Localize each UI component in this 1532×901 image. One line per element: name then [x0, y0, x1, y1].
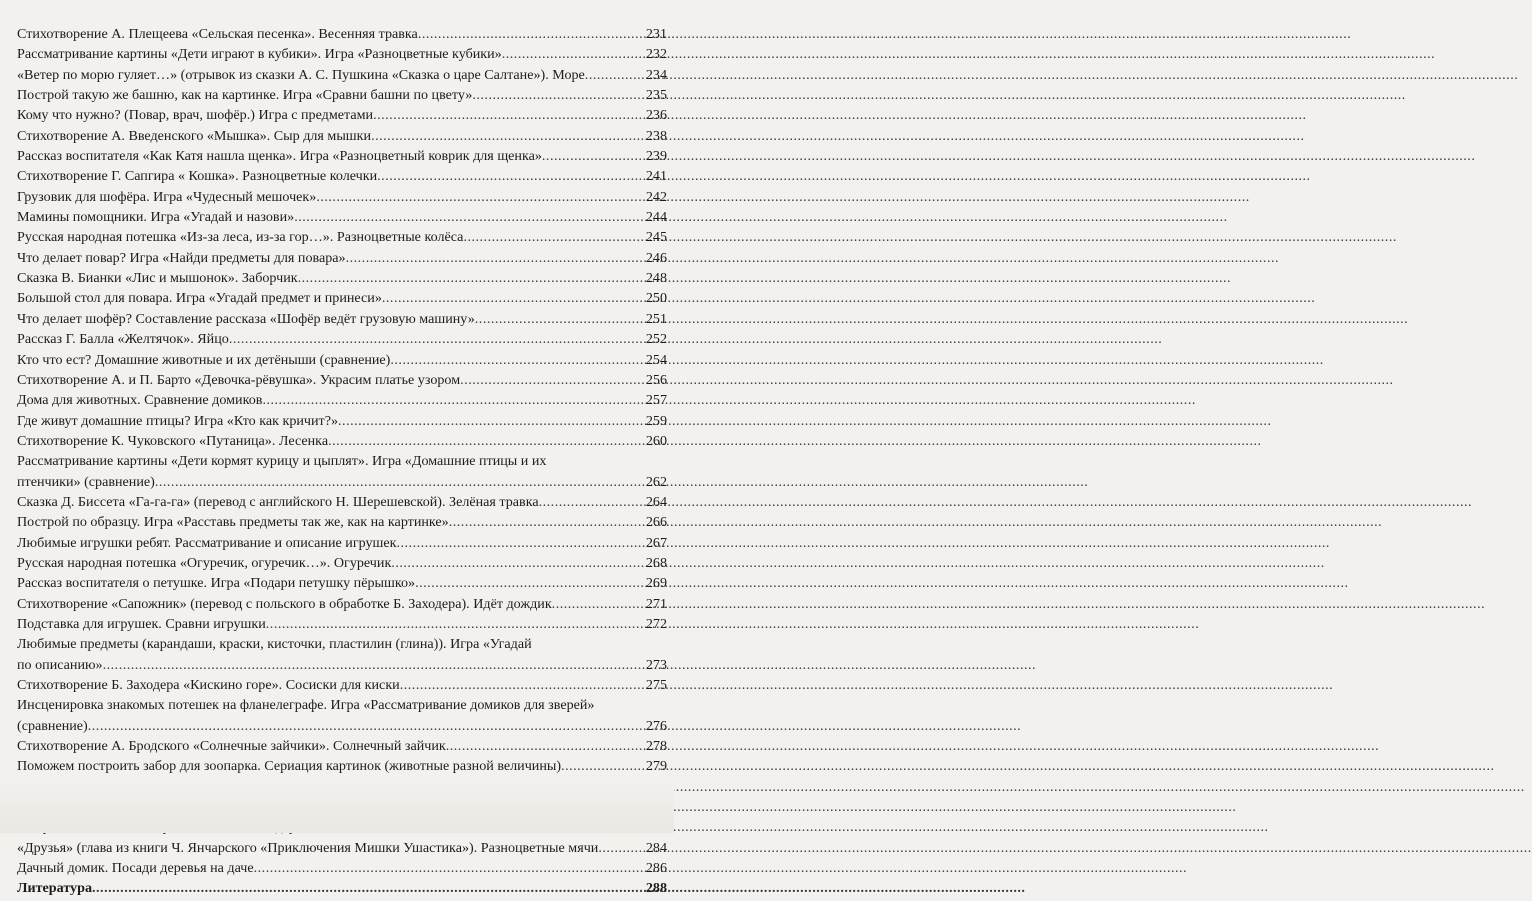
- toc-entry-title: Рассматривание картины «Дети кормят курицу и цыплят». Игра «Домашние птицы и их: [17, 453, 547, 470]
- toc-entry: [17, 636, 667, 656]
- toc-entry-page-number: 278: [645, 738, 667, 755]
- toc-entry: [17, 738, 667, 758]
- dot-leader: [475, 311, 645, 328]
- dot-leader: [92, 880, 645, 897]
- toc-entry-page-number: 246: [645, 249, 667, 266]
- toc-entry-page-number: 268: [645, 554, 667, 571]
- toc-entry-page-number: 273: [645, 656, 667, 673]
- toc-entry-title: птенчики» (сравнение): [17, 473, 155, 490]
- toc-entry-page-number: 279: [645, 758, 667, 775]
- dot-leader: [585, 67, 645, 84]
- toc-entry-title: Кто что ест? Домашние животные и их детёныши (сравнение): [17, 351, 391, 368]
- toc-entry-title: Сказка В. Бианки «Лис и мышонок». Заборчик: [17, 270, 298, 287]
- page: [0, 0, 674, 897]
- toc-entry: [17, 616, 667, 636]
- toc-entry: [17, 596, 667, 616]
- toc-entry: [17, 26, 667, 46]
- toc-entry-title: Рассказ воспитателя о петушке. Игра «Подари петушку пёрышко»: [17, 575, 416, 592]
- toc-entry-title: Дома для животных. Сравнение домиков: [17, 392, 263, 409]
- toc-entry-page-number: 257: [645, 392, 667, 409]
- toc-entry-title: Рассматривание картины «Дети играют в кубики». Игра «Разноцветные кубики»: [17, 46, 502, 63]
- toc-entry-page-number: 238: [645, 127, 667, 144]
- toc-entry: [17, 474, 667, 494]
- page-bottom-margin: [0, 780, 674, 833]
- toc-entry-title: Стихотворение К. Чуковского «Путаница». Лесенка: [17, 432, 329, 449]
- toc-entry-title: Поможем построить забор для зоопарка. Сериация картинок (животные разной величины): [17, 758, 562, 775]
- toc-entry-page-number: 235: [645, 87, 667, 104]
- toc-entry: [17, 311, 667, 331]
- dot-leader: [472, 87, 645, 104]
- dot-leader: [390, 352, 644, 369]
- dot-leader: [229, 331, 645, 348]
- toc-entry-page-number: 236: [645, 107, 667, 124]
- toc-entry: [17, 697, 667, 717]
- dot-leader: [262, 392, 644, 409]
- dot-leader: [254, 860, 645, 877]
- toc-entry-title: Подставка для игрушек. Сравни игрушки: [17, 615, 266, 632]
- toc-entry-title: Литература: [17, 880, 92, 897]
- toc-entry-page-number: 269: [645, 575, 667, 592]
- toc-entry: [17, 168, 667, 188]
- toc-entry: [17, 107, 667, 127]
- toc-entry: [17, 229, 667, 249]
- toc-entry-title: Мамины помощники. Игра «Угадай и назови»: [17, 209, 295, 226]
- toc-entry-title: Стихотворение Б. Заходера «Кискино горе». Сосиски для киски: [17, 677, 400, 693]
- dot-leader: [377, 168, 645, 185]
- toc-entry: [17, 209, 667, 229]
- toc-entry: [17, 657, 667, 677]
- dot-leader: [316, 189, 645, 206]
- toc-entry-title: Стихотворение А. Плещеева «Сельская песенка». Весенняя травка: [17, 26, 418, 42]
- toc-entry-title: Любимые игрушки ребят. Рассматривание и описание игрушек: [17, 534, 397, 551]
- toc-entry-title: «Ветер по морю гуляет…» (отрывок из сказки А. С. Пушкина «Сказка о царе Салтане»). Море: [17, 66, 585, 83]
- toc-entry-title: Стихотворение Г. Сапгира « Кошка». Разноцветные колечки: [17, 168, 378, 185]
- toc-entry-title: Что делает повар? Игра «Найди предметы для повара»: [17, 249, 346, 266]
- toc-entry: [17, 433, 667, 453]
- dot-leader: [346, 250, 645, 267]
- toc-entry-page-number: 259: [645, 412, 667, 429]
- dot-leader: [391, 555, 645, 572]
- toc-entry: [17, 290, 667, 310]
- toc-entry: [17, 575, 667, 595]
- toc-entry: [17, 372, 667, 392]
- toc-entry-title: Рассказ Г. Балла «Желтячок». Яйцо: [17, 331, 229, 348]
- dot-leader: [88, 718, 645, 735]
- toc-entry-page-number: 267: [645, 534, 667, 551]
- toc-entry-title: Рассказ воспитателя «Как Катя нашла щенка». Игра «Разноцветный коврик для щенка»: [17, 148, 542, 165]
- toc-entry: [17, 453, 667, 473]
- toc-entry-page-number: 264: [645, 493, 667, 510]
- toc-entry-page-number: 288: [645, 880, 667, 897]
- toc-entry: [17, 392, 667, 412]
- toc-entry: [17, 352, 667, 372]
- toc-entry-page-number: 248: [645, 270, 667, 287]
- toc-entry-page-number: 260: [645, 432, 667, 449]
- toc-entry-title: Грузовик для шофёра. Игра «Чудесный мешочек»: [17, 188, 317, 205]
- toc-entry: [17, 880, 667, 900]
- toc-entry-title: Большой стол для повара. Игра «Угадай предмет и принеси»: [17, 290, 382, 307]
- toc-entry: [17, 555, 667, 575]
- toc-entry-page-number: 254: [645, 351, 667, 368]
- toc-entry-title: Русская народная потешка «Из-за леса, из-за гор…». Разноцветные колёса: [17, 229, 464, 246]
- toc-entry-title: Любимые предметы (карандаши, краски, кисточки, пластилин (глина)). Игра «Угадай: [17, 636, 532, 653]
- toc-entry-page-number: 276: [645, 717, 667, 734]
- toc-entry-title: по описанию»: [17, 656, 103, 673]
- toc-entry-title: Кому что нужно? (Повар, врач, шофёр.) Игра с предметами: [17, 107, 374, 124]
- dot-leader: [400, 677, 645, 694]
- toc-entry-title: Русская народная потешка «Огуречик, огуречик…». Огуречик: [17, 554, 392, 571]
- toc-entry: [17, 128, 667, 148]
- toc-entry-title: Построй по образцу. Игра «Расставь предметы так же, как на картинке»: [17, 514, 449, 531]
- toc-entry-page-number: 244: [645, 209, 667, 226]
- dot-leader: [542, 148, 645, 165]
- dot-leader: [463, 229, 644, 246]
- toc-entry: [17, 189, 667, 209]
- toc-entry: [17, 67, 667, 87]
- toc-entry-title: Дачный домик. Посади деревья на даче: [17, 860, 254, 877]
- toc-entry-title: Стихотворение «Сапожник» (перевод с польского в обработке Б. Заходера). Идёт дождик: [17, 595, 552, 612]
- toc-entry-page-number: 251: [645, 310, 667, 327]
- dot-leader: [561, 758, 645, 775]
- toc-entry: [17, 860, 667, 880]
- toc-entry-page-number: 262: [645, 473, 667, 490]
- toc-entry: [17, 331, 667, 351]
- toc-entry: [17, 87, 667, 107]
- dot-leader: [328, 433, 645, 450]
- toc-entry-page-number: 286: [645, 860, 667, 877]
- dot-leader: [382, 290, 645, 307]
- toc-entry: [17, 250, 667, 270]
- toc-entry: [17, 514, 667, 534]
- dot-leader: [371, 128, 645, 145]
- toc-entry-title: Где живут домашние птицы? Игра «Кто как кричит?»: [17, 412, 339, 429]
- toc-entry-title: «Друзья» (глава из книги Ч. Янчарского «Приключения Мишки Ушастика»). Разноцветные мячи: [17, 839, 599, 856]
- toc-entry-page-number: 232: [645, 46, 667, 63]
- dot-leader: [460, 372, 645, 389]
- toc-entry: [17, 535, 667, 555]
- dot-leader: [155, 474, 645, 491]
- toc-entry-page-number: 252: [645, 331, 667, 348]
- dot-leader: [338, 413, 645, 430]
- toc-entry-title: Стихотворение А. Введенского «Мышка». Сыр для мышки: [17, 127, 372, 144]
- dot-leader: [502, 46, 645, 63]
- dot-leader: [418, 26, 645, 43]
- toc-entry: [17, 758, 667, 778]
- toc-entry-page-number: 275: [645, 677, 667, 693]
- dot-leader: [294, 209, 645, 226]
- toc-entry-page-number: 234: [645, 66, 667, 83]
- toc-entry-page-number: 256: [645, 371, 667, 388]
- toc-entry-page-number: 272: [645, 615, 667, 632]
- dot-leader: [446, 738, 645, 755]
- dot-leader: [103, 657, 645, 674]
- toc-entry-title: Стихотворение А. Бродского «Солнечные зайчики». Солнечный зайчик: [17, 738, 446, 755]
- dot-leader: [598, 840, 645, 857]
- toc-entry-page-number: 250: [645, 290, 667, 307]
- toc-entry-page-number: 239: [645, 148, 667, 165]
- dot-leader: [298, 270, 645, 287]
- toc-entry-page-number: 271: [645, 595, 667, 612]
- table-of-contents: [17, 26, 667, 901]
- toc-entry: [17, 270, 667, 290]
- toc-entry: [17, 840, 667, 860]
- toc-entry: [17, 148, 667, 168]
- toc-entry: [17, 413, 667, 433]
- dot-leader: [539, 494, 645, 511]
- toc-entry-page-number: 245: [645, 229, 667, 246]
- dot-leader: [396, 535, 644, 552]
- dot-leader: [552, 596, 645, 613]
- toc-entry-title: (сравнение): [17, 717, 88, 734]
- dot-leader: [415, 575, 645, 592]
- toc-entry-page-number: 284: [645, 839, 667, 856]
- toc-entry: [17, 718, 667, 738]
- toc-entry-page-number: 242: [645, 188, 667, 205]
- toc-entry: [17, 677, 667, 697]
- dot-leader: [449, 514, 645, 531]
- toc-entry: [17, 46, 667, 66]
- toc-entry: [17, 494, 667, 514]
- toc-entry-title: Стихотворение А. и П. Барто «Девочка-рёвушка». Украсим платье узором: [17, 371, 461, 388]
- toc-entry-page-number: 241: [645, 168, 667, 185]
- toc-entry-page-number: 231: [645, 26, 667, 42]
- toc-entry-title: Инсценировка знакомых потешек на фланелеграфе. Игра «Рассматривание домиков для зверей»: [17, 697, 595, 714]
- toc-entry-title: Что делает шофёр? Составление рассказа «Шофёр ведёт грузовую машину»: [17, 310, 475, 327]
- toc-entry-page-number: 266: [645, 514, 667, 531]
- toc-entry-title: Построй такую же башню, как на картинке. Игра «Сравни башни по цвету»: [17, 87, 473, 104]
- dot-leader: [373, 107, 645, 124]
- dot-leader: [266, 616, 645, 633]
- toc-entry-title: Сказка Д. Биссета «Га-га-га» (перевод с английского Н. Шерешевской). Зелёная травка: [17, 493, 539, 510]
